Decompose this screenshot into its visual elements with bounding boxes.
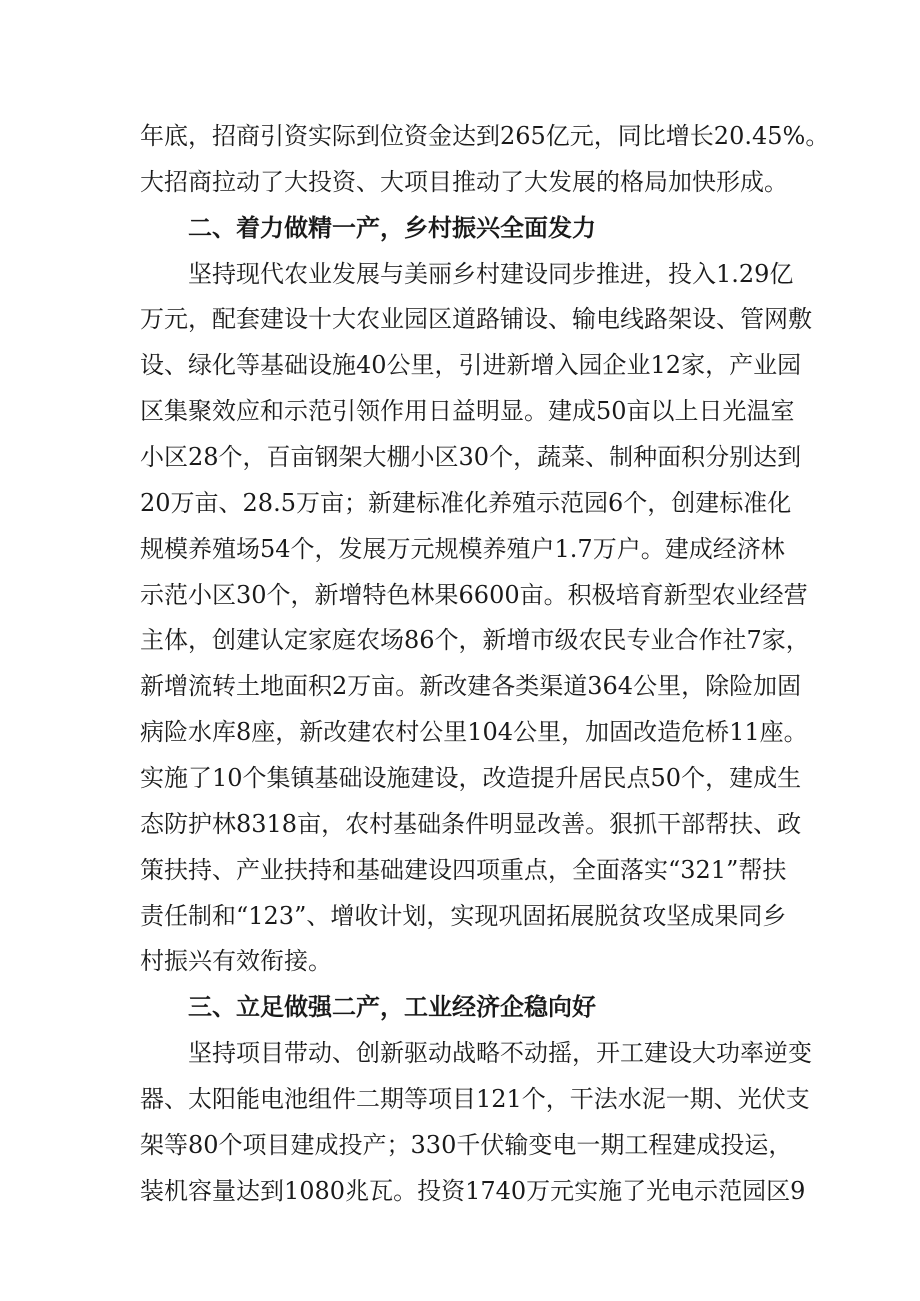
paragraph-line: 装机容量达到1080兆瓦。投资1740万元实施了光电示范园区9 (140, 1177, 806, 1205)
paragraph-line: 坚持项目带动、创新驱动战略不动摇，开工建设大功率逆变 (188, 1039, 812, 1067)
paragraph-line: 村振兴有效衔接。 (140, 947, 332, 975)
paragraph-line: 小区28个，百亩钢架大棚小区30个，蔬菜、制种面积分别达到 (140, 443, 802, 471)
section-heading: 二、着力做精一产，乡村振兴全面发力 (188, 214, 596, 242)
paragraph-line: 万元，配套建设十大农业园区道路铺设、输电线路架设、管网敷 (140, 305, 812, 333)
paragraph-line: 大招商拉动了大投资、大项目推动了大发展的格局加快形成。 (140, 168, 788, 196)
paragraph-line: 设、绿化等基础设施40公里，引进新增入园企业12家，产业园 (140, 351, 802, 379)
paragraph-line: 实施了10个集镇基础设施建设，改造提升居民点50个，建成生 (140, 764, 802, 792)
paragraph-line: 主体，创建认定家庭农场86个，新增市级农民专业合作社7家， (140, 626, 810, 654)
paragraph-line: 器、太阳能电池组件二期等项目121个，干法水泥一期、光伏支 (140, 1085, 810, 1113)
paragraph-line: 架等80个项目建成投产；330千伏输变电一期工程建成投运， (140, 1131, 793, 1159)
paragraph-line: 坚持现代农业发展与美丽乡村建设同步推进，投入1.29亿 (188, 260, 794, 288)
paragraph-line: 责任制和“123”、增收计划，实现巩固拓展脱贫攻坚成果同乡 (140, 902, 787, 930)
paragraph-line: 态防护林8318亩，农村基础条件明显改善。狠抓干部帮扶、政 (140, 810, 802, 838)
paragraph-line: 新增流转土地面积2万亩。新改建各类渠道364公里，除险加固 (140, 672, 802, 700)
paragraph-line: 区集聚效应和示范引领作用日益明显。建成50亩以上日光温室 (140, 397, 795, 425)
section-heading: 三、立足做强二产，工业经济企稳向好 (188, 993, 596, 1021)
paragraph-line: 示范小区30个，新增特色林果6600亩。积极培育新型农业经营 (140, 581, 808, 609)
paragraph-line: 策扶持、产业扶持和基础建设四项重点，全面落实“321”帮扶 (140, 856, 787, 884)
paragraph-line: 病险水库8座，新改建农村公里104公里，加固改造危桥11座。 (140, 718, 808, 746)
paragraph-line: 规模养殖场54个，发展万元规模养殖户1.7万户。建成经济林 (140, 535, 785, 563)
paragraph-line: 20万亩、28.5万亩；新建标准化养殖示范园6个，创建标准化 (140, 489, 792, 517)
paragraph-line: 年底，招商引资实际到位资金达到265亿元，同比增长20.45%。 (140, 122, 830, 150)
